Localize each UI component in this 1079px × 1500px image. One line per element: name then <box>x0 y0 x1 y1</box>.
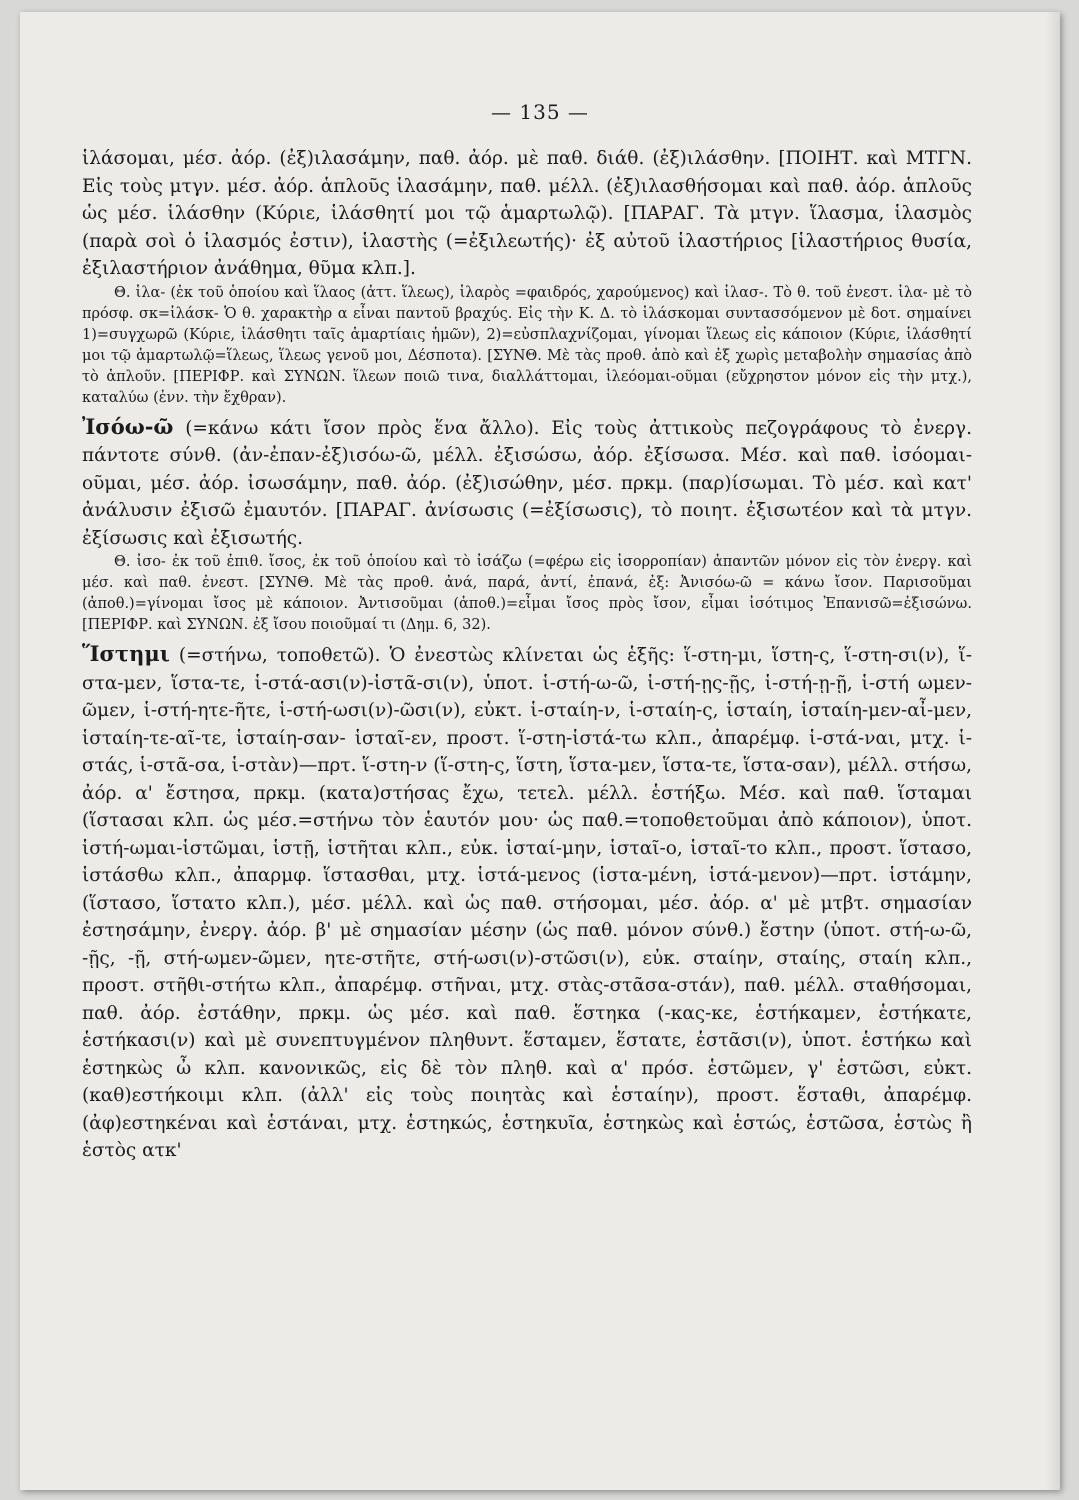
entry-isoo <box>82 413 972 553</box>
page-number: — 135 — <box>491 100 589 124</box>
entry-isoo-body: (=κάνω κάτι ἴσον πρὸς ἕνα ἄλλο). Εἰς τοὺς ἀττικοὺς πεζογράφους τὸ ἐνεργ. πάντοτε σύνθ. (ἀν-ἐπαν-ἐξ)ισόω-ῶ, μέλλ. ἐξισώσω, ἀόρ. ἐξίσωσα. Μέσ. καὶ παθ. ἰσόομαι-οῦμαι, μέσ. ἀόρ. ἰσωσάμην, παθ. ἀόρ. (ἐξ)ισώθην, μέσ. πρκμ. (παρ)ίσωμαι. Τὸ μέσ. καὶ κατ' ἀνάλυσιν ἐξισῶ ἐμαυτόν. [ΠΑΡΑΓ. ἀνίσωσις (=ἐξίσωσις), τὸ ποιητ. ἐξισωτέον καὶ τὰ μτγν. ἐξίσωσις καὶ ἐξισωτής. <box>82 417 972 549</box>
headword-histemi: Ἵστημι <box>82 641 170 666</box>
page-edge-shadow <box>1046 12 1060 1490</box>
entry-histemi-body: (=στήνω, τοποθετῶ). Ὁ ἐνεστὼς κλίνεται ὡς ἑξῆς: ἵ-στη-μι, ἵστη-ς, ἵ-στη-σι(ν), ἵ-στα-μεν, ἵστα-τε, ἱ-στά-ασι(ν)-ἱστᾶ-σι(ν), ὑποτ. ἱ-στή-ω-ῶ, ἱ-στή-ῃς-ῇς, ἱ-στή-ῃ-ῇ, ἱ-στή ωμεν-ῶμεν, ἱ-στή-ητε-ῆτε, ἱ-στή-ωσι(ν)-ῶσι(ν), εὐκτ. ἱ-σταίη-ν, ἱ-σταίη-ς, ἱσταίη, ἱσταίη-μεν-αἶ-μεν, ἱσταίη-τε-αῖ-τε, ἱσταίη-σαν- ἱσταῖ-εν, προστ. ἵ-στη-ἱστά-τω κλπ., ἀπαρέμφ. ἱ-στά-ναι, μτχ. ἱ-στάς, ἱ-στᾶ-σα, ἱ-στὰν)—πρτ. ἵ-στη-ν (ἵ-στη-ς, ἵστη, ἵστα-μεν, ἵστα-τε, ἵστα-σαν), μέλλ. στήσω, ἀόρ. α' ἔστησα, πρκμ. (κατα)στήσας ἔχω, τετελ. μέλλ. ἑστήξω. Μέσ. καὶ παθ. ἵσταμαι (ἵστασαι κλπ. ὡς μέσ.=στήνω τὸν ἑαυτόν μου· ὡς παθ.=τοποθετοῦμαι ἀπὸ κάποιον), ὑποτ. ἱστή-ωμαι-ἱστῶμαι, ἱστῇ, ἱστῆται κλπ., εὐκ. ἱσταί-μην, ἱσταῖ-ο, ἱσταῖ-το κλπ., προστ. ἵστασο, ἱστάσθω κλπ., ἀπαρμφ. ἵστασθαι, μτχ. ἱστά-μενος (ἱστα-μένη, ἱστά-μενον)—πρτ. ἱστάμην, (ἵστασο, ἵστατο κλπ.), μέσ. μέλλ. καὶ ὡς παθ. στήσομαι, μέσ. ἀόρ. α' μὲ μτβτ. σημασίαν ἐστησάμην, ἐνεργ. ἀόρ. β' μὲ σημασίαν μέσην (ὡς παθ. μόνον σύνθ.) ἔστην (ὑποτ. στή-ω-ῶ, -ῇς, -ῇ, στή-ωμεν-ῶμεν, ητε-στῆτε, στή-ωσι(ν)-στῶσι(ν), εὐκ. σταίην, σταίης, σταίη κλπ., προστ. στῆθι-στήτω κλπ., ἀπαρέμφ. στῆναι, μτχ. στὰς-στᾶσα-στάν), παθ. μέλλ. σταθήσομαι, παθ. ἀόρ. ἐστάθην, πρκμ. ὡς μέσ. καὶ παθ. ἕστηκα (-κας-κε, ἑστήκαμεν, ἑστήκατε, ἑστήκασι(ν) καὶ μὲ συνεπτυγμένον πληθυντ. ἕσταμεν, ἕστατε, ἑστᾶσι(ν), ὑποτ. ἑστήκω καὶ ἑστηκὼς ὦ κλπ. κανονικῶς, εἰς δὲ τὸν πληθ. καὶ α' πρόσ. ἑστῶμεν, γ' ἑστῶσι, εὐκτ. (καθ)εστήκοιμι κλπ. (ἀλλ' εἰς τοὺς ποιητὰς καὶ ἑσταίην), προστ. ἕσταθι, ἀπαρέμφ. (ἀφ)εστηκέναι καὶ ἑστάναι, μτχ. ἑστηκώς, ἑστηκυῖα, ἑστηκὼς καὶ ἑστώς, ἑστῶσα, ἑστὼς ἢ ἑστὸς ατκ' <box>82 645 972 1161</box>
entry-hilaskomai-continued: ἱλάσομαι, μέσ. ἀόρ. (ἐξ)ιλασάμην, παθ. ἀόρ. μὲ παθ. διάθ. (ἐξ)ιλάσθην. [ΠΟΙΗΤ. καὶ ΜΤΓΝ. Εἰς τοὺς μτγν. μέσ. ἀόρ. ἁπλοῦς ἱλασάμην, παθ. μέλλ. (ἐξ)ιλασθήσομαι καὶ παθ. ἀόρ. ἁπλοῦς ὡς μέσ. ἱλάσθην (Κύριε, ἱλάσθητί μοι τῷ ἁμαρτωλῷ). [ΠΑΡΑΓ. Τὰ μτγν. ἵλασμα, ἱλασμὸς (παρὰ σοὶ ὁ ἱλασμός ἐστιν), ἱλαστὴς (=ἐξιλεωτής)· ἐξ αὐτοῦ ἱλαστήριος [ἱλαστήριος θυσία, ἐξιλαστήριον ἀνάθημα, θῦμα κλπ.]. <box>82 148 972 279</box>
dictionary-text <box>82 145 972 1165</box>
note-isoo-theme: Θ. ἰσο- ἐκ τοῦ ἐπιθ. ἴσος, ἐκ τοῦ ὁποίου καὶ τὸ ἰσάζω (=φέρω εἰς ἰσορροπίαν) ἀπαντῶν μόνον εἰς τὸν ἐνεργ. καὶ μέσ. καὶ παθ. ἐνεστ. [ΣΥΝΘ. Μὲ τὰς προθ. ἀνά, παρά, ἀντί, ἐπανά, ἐξ: Ἀνισόω-ῶ = κάνω ἴσον. Παρισοῦμαι (ἀποθ.)=γίνομαι ἴσος μὲ κάποιον. Ἀντισοῦμαι (ἀποθ.)=εἶμαι ἴσος πρὸς ἴσον, εἶμαι ἰσότιμος Ἐπανισῶ=ἐξισώνω. [ΠΕΡΙΦΡ. καὶ ΣΥΝΩΝ. ἐξ ἴσου ποιοῦμαί τι (Δημ. 6, 32). <box>82 554 972 633</box>
entry-histemi <box>82 640 972 1165</box>
headword-isoo: Ἰσόω-ῶ <box>82 413 174 439</box>
note-hilaskomai-theme: Θ. ἱλα- (ἐκ τοῦ ὁποίου καὶ ἵλαος (ἀττ. ἵλεως), ἱλαρὸς =φαιδρός, χαρούμενος) καὶ ἱλασ-. Τὸ θ. τοῦ ἐνεστ. ἱλα- μὲ τὸ πρόσφ. σκ=ἱλάσκ- Ὁ θ. χαρακτὴρ α εἶναι παντοῦ βραχύς. Εἰς τὴν Κ. Δ. τὸ ἱλάσκομαι συντασσόμενον μὲ δοτ. σημαίνει 1)=συγχωρῶ (Κύριε, ἱλάσθητι ταῖς ἁμαρτίαις ἡμῶν), 2)=εὐσπλαχνίζομαι, γίνομαι ἵλεως εἰς κάποιον (Κύριε, ἱλάσθητί μοι τῷ ἁμαρτωλῷ=ἵλεως, ἵλεως γενοῦ μοι, Δέσποτα). [ΣΥΝΘ. Μὲ τὰς προθ. ἀπὸ καὶ ἐξ χωρὶς μεταβολὴν σημασίας ἀπὸ τὸ ἁπλοῦν. [ΠΕΡΙΦΡ. καὶ ΣΥΝΩΝ. ἵλεων ποιῶ τινα, διαλλάττομαι, ἱλεόομαι-οῦμαι (εὔχρηστον μόνον εἰς τὴν μτχ.), καταλύω (ἐνν. τὴν ἔχθραν). <box>82 284 972 406</box>
book-page <box>20 12 1060 1490</box>
